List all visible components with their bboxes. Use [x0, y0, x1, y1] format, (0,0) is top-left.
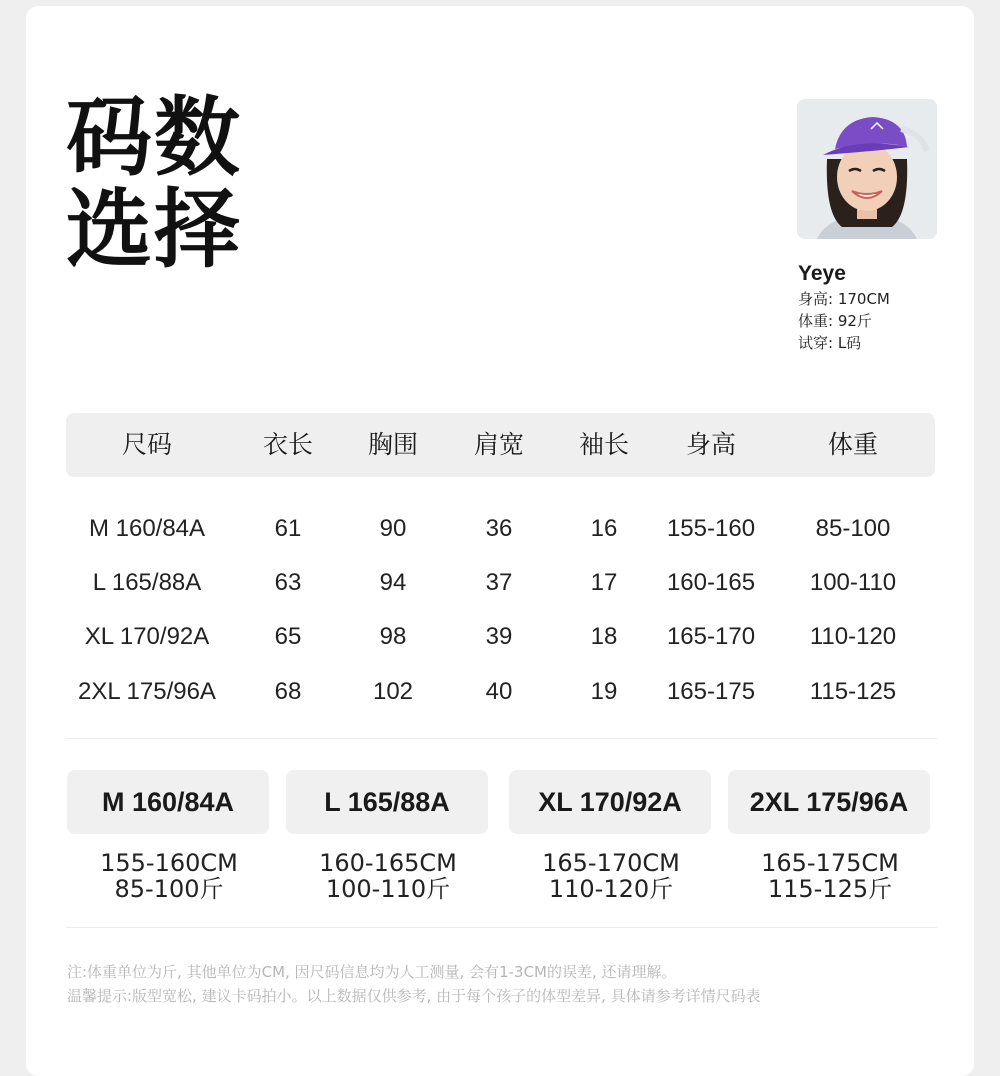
- cell-shoulder: 37: [485, 569, 513, 596]
- header-length: 衣长: [262, 430, 314, 459]
- cell-weight: 115-125: [809, 678, 897, 705]
- cell-height: 165-175: [666, 678, 756, 705]
- divider: [66, 927, 937, 928]
- cell-sleeve: 17: [590, 569, 618, 596]
- cell-size: M 160/84A: [88, 515, 206, 542]
- header-chest: 胸围: [367, 430, 419, 459]
- cell-shoulder: 40: [485, 678, 513, 705]
- model-tried-size: 试穿: L码: [798, 334, 862, 352]
- cell-chest: 98: [379, 623, 407, 650]
- size-detail-xl: [501, 850, 721, 902]
- cell-size: 2XL 175/96A: [78, 678, 216, 705]
- cell-length: 68: [274, 678, 302, 705]
- cell-chest: 102: [372, 678, 414, 705]
- page-title: [66, 88, 242, 280]
- title-line-2: 选择: [66, 180, 242, 280]
- header-height: 身高: [685, 430, 737, 459]
- size-height-range: 155-160CM: [100, 849, 238, 877]
- size-weight-range: 110-120斤: [548, 875, 674, 903]
- divider: [66, 738, 937, 739]
- model-photo: [797, 99, 937, 239]
- cell-length: 61: [274, 515, 302, 542]
- notes: [67, 960, 761, 1008]
- cell-size: L 165/88A: [92, 569, 202, 596]
- cell-shoulder: 36: [485, 515, 513, 542]
- title-line-1: 码数: [66, 88, 242, 188]
- cell-chest: 90: [379, 515, 407, 542]
- size-card-m: M 160/84A: [67, 770, 269, 834]
- size-detail-2xl: [720, 850, 940, 902]
- cell-shoulder: 39: [485, 623, 513, 650]
- cell-sleeve: 19: [590, 678, 618, 705]
- model-name: Yeye: [798, 262, 846, 285]
- cell-height: 165-170: [666, 623, 756, 650]
- size-detail-m: [59, 850, 279, 902]
- note-line-1: 注:体重单位为斤, 其他单位为CM, 因尺码信息均为人工测量, 会有1-3CM的误差, 还请理解。: [67, 963, 677, 981]
- size-weight-range: 115-125斤: [767, 875, 893, 903]
- size-detail-l: [278, 850, 498, 902]
- size-height-range: 160-165CM: [319, 849, 457, 877]
- cell-length: 63: [274, 569, 302, 596]
- header-shoulder: 肩宽: [473, 430, 525, 459]
- cell-weight: 100-110: [809, 569, 897, 596]
- size-card-2xl: 2XL 175/96A: [728, 770, 930, 834]
- model-weight: 体重: 92斤: [798, 312, 872, 330]
- size-height-range: 165-170CM: [542, 849, 680, 877]
- size-weight-range: 100-110斤: [325, 875, 451, 903]
- size-weight-range: 85-100斤: [114, 875, 224, 903]
- cell-height: 155-160: [666, 515, 756, 542]
- cell-weight: 110-120: [809, 623, 897, 650]
- note-line-2: 温馨提示:版型宽松, 建议卡码拍小。以上数据仅供参考, 由于每个孩子的体型差异, 具体请参考详情尺码表: [67, 987, 761, 1005]
- cell-weight: 85-100: [815, 515, 891, 542]
- cell-chest: 94: [379, 569, 407, 596]
- table-row: [0, 509, 1000, 549]
- cell-sleeve: 16: [590, 515, 618, 542]
- size-card-l: L 165/88A: [286, 770, 488, 834]
- table-row: [0, 563, 1000, 603]
- table-row: [0, 617, 1000, 657]
- cell-size: XL 170/92A: [84, 623, 210, 650]
- table-row: [0, 672, 1000, 712]
- header-sleeve: 袖长: [578, 430, 630, 459]
- cell-sleeve: 18: [590, 623, 618, 650]
- cell-height: 160-165: [666, 569, 756, 596]
- size-height-range: 165-175CM: [761, 849, 899, 877]
- model-height: 身高: 170CM: [798, 290, 890, 308]
- cell-length: 65: [274, 623, 302, 650]
- model-info: [798, 288, 890, 354]
- size-card-xl: XL 170/92A: [509, 770, 711, 834]
- header-weight: 体重: [827, 430, 879, 459]
- header-size: 尺码: [121, 430, 173, 459]
